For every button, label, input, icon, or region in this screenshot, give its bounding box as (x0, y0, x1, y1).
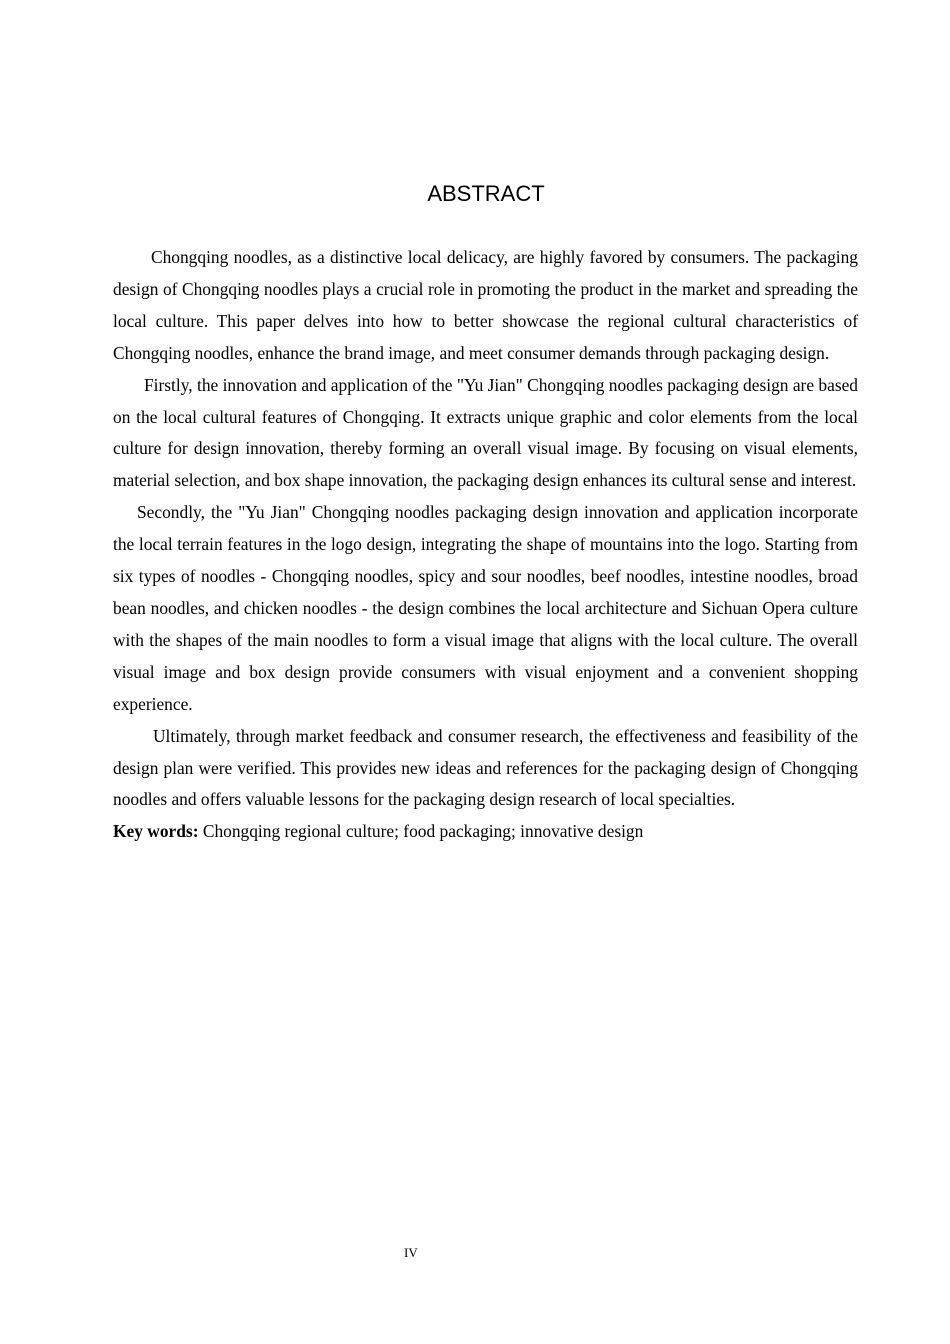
abstract-paragraph-2: Firstly, the innovation and application of the "Yu Jian" Chongqing noodles packaging design are based on the local cultural features of Chongqing. It extracts unique graphic and color elements from the local culture for design innovation, thereby forming an overall visual image. By focusing on visual elements, material selection, and box shape innovation, the packaging design enhances its cultural sense and interest. (113, 374, 858, 491)
keywords-text: Chongqing regional culture; food packaging; innovative design (202, 821, 644, 842)
keywords-label: Key words: (113, 821, 199, 842)
keywords-line (113, 816, 858, 848)
abstract-title: ABSTRACT (427, 181, 545, 206)
abstract-body (113, 242, 858, 848)
abstract-paragraph-4: Ultimately, through market feedback and consumer research, the effectiveness and feasibility of the design plan were verified. This provides new ideas and references for the packaging design of Chongqing noodles and offers valuable lessons for the packaging design research of local specialties. (113, 725, 858, 810)
abstract-paragraph-3: Secondly, the "Yu Jian" Chongqing noodles packaging design innovation and application incorporate the local terrain features in the logo design, integrating the shape of mountains into the logo. Starting from six types of noodles - Chongqing noodles, spicy and sour noodles, beef noodles, intestine noodles, broad bean noodles, and chicken noodles - the design combines the local architecture and Sichuan Opera culture with the shapes of the main noodles to form a visual image that aligns with the local culture. The overall visual image and box design provide consumers with visual enjoyment and a convenient shopping experience. (113, 502, 858, 714)
abstract-paragraph-1: Chongqing noodles, as a distinctive local delicacy, are highly favored by consumers. The packaging design of Chongqing noodles plays a crucial role in promoting the product in the market and spreading the local culture. This paper delves into how to better showcase the regional cultural characteristics of Chongqing noodles, enhance the brand image, and meet consumer demands through packaging design. (113, 247, 858, 363)
page-number: IV (404, 1245, 418, 1260)
